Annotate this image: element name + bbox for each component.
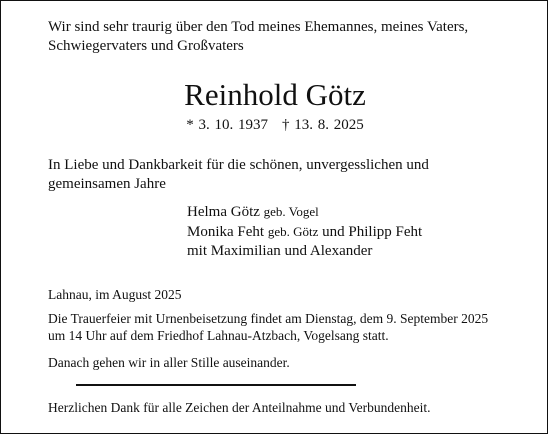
family-member-1-maiden: geb. Vogel: [263, 204, 319, 219]
life-dates: [1, 116, 549, 135]
family-member-1-name: Helma Götz: [187, 204, 260, 220]
gratitude-text: [48, 156, 528, 194]
gratitude-line-2: gemeinsamen Jahre: [48, 176, 166, 192]
silence-note: Danach gehen wir in aller Stille auseinander.: [48, 355, 290, 370]
family-member-2: [187, 222, 527, 242]
birth-date: * 3. 10. 1937: [186, 117, 268, 133]
ceremony-info: [48, 310, 538, 344]
divider-line: [76, 384, 356, 386]
family-member-1: [187, 202, 527, 222]
death-date: † 13. 8. 2025: [282, 117, 364, 133]
ceremony-line-2: um 14 Uhr auf dem Friedhof Lahnau-Atzbach, Vogelsang statt.: [48, 328, 389, 343]
family-member-2-maiden: geb. Götz: [267, 224, 319, 239]
ceremony-line-1: Die Trauerfeier mit Urnenbeisetzung findet am Dienstag, dem 9. September 2025: [48, 311, 489, 326]
thanks-note: Herzlichen Dank für alle Zeichen der Anteilnahme und Verbundenheit.: [48, 400, 431, 415]
family-member-2-name: Monika Feht: [187, 224, 265, 240]
family-member-3: mit Maximilian und Alexander: [187, 243, 373, 259]
gratitude-line-1: In Liebe und Dankbarkeit für die schönen, unvergesslichen und: [48, 157, 429, 173]
place-date: Lahnau, im August 2025: [48, 287, 182, 302]
family-member-2-partner: und Philipp Feht: [322, 224, 423, 240]
intro-text: [48, 18, 528, 56]
intro-line-2: Schwiegervaters und Großvaters: [48, 38, 244, 54]
deceased-name: Reinhold Götz: [184, 77, 366, 112]
family-signatures: [187, 202, 527, 261]
intro-line-1: Wir sind sehr traurig über den Tod meines Ehemannes, meines Vaters,: [48, 19, 469, 35]
